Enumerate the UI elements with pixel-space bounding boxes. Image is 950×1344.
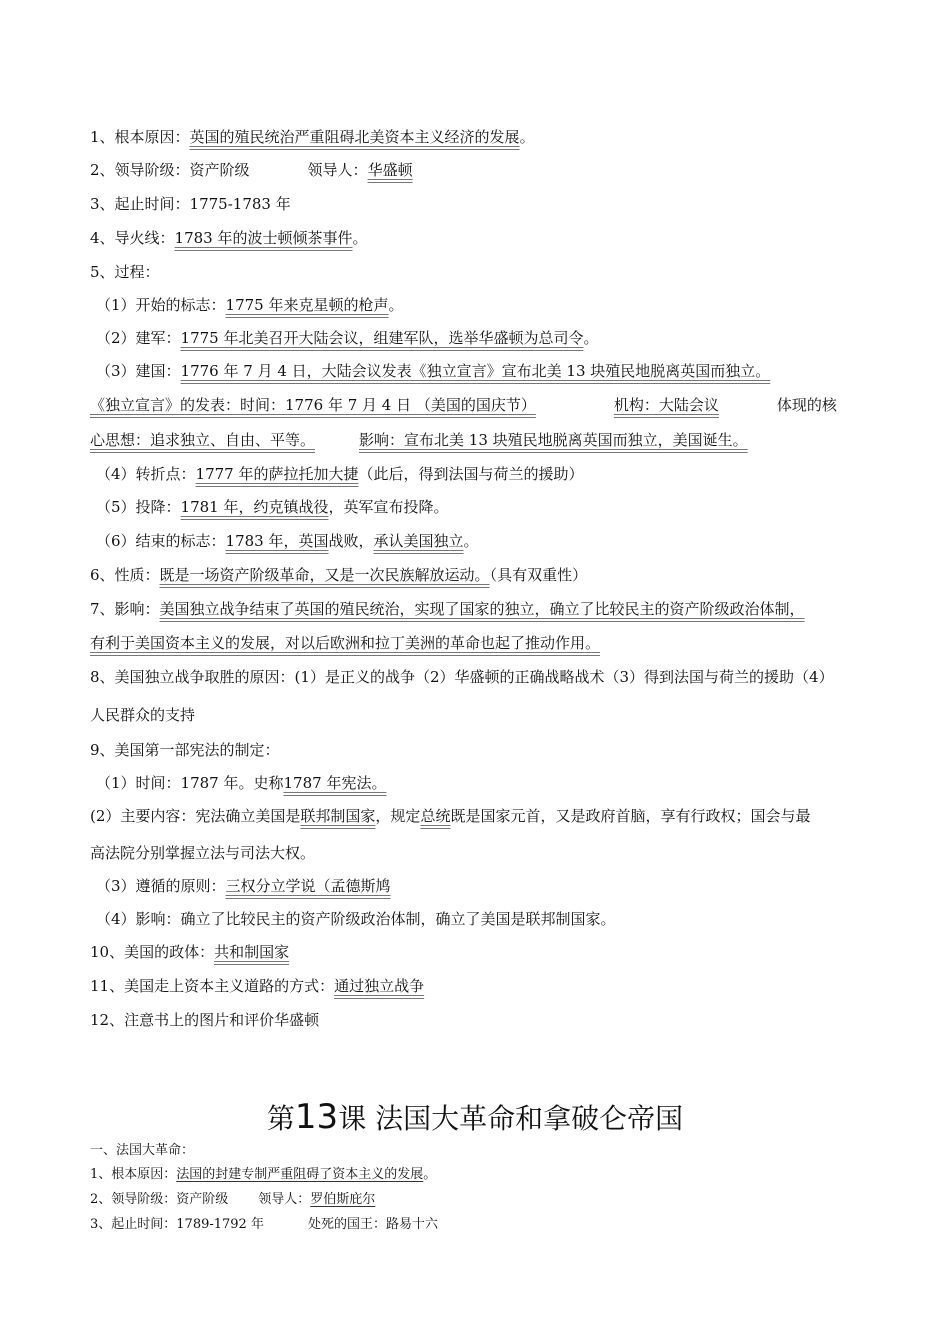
label: （6）结束的标志： (96, 532, 226, 550)
answer: 1781 年，约克镇战役 (180, 498, 329, 516)
punct: 。 (463, 532, 479, 550)
section-heading (90, 1142, 194, 1160)
item-path (90, 976, 870, 996)
item-reasons-2 (90, 705, 870, 725)
item-impact-2 (90, 633, 870, 653)
label: 1、根本原因： (90, 128, 190, 146)
label: 10、美国的政体： (90, 943, 215, 961)
answer: 承认美国独立 (373, 532, 464, 550)
punct: 。 (519, 128, 535, 146)
title-prefix: 第 (266, 1102, 295, 1135)
fr-leader (90, 1191, 375, 1209)
answer: 华盛顿 (367, 161, 413, 179)
label: (2）主要内容：宪法确立美国是 (90, 807, 301, 825)
text: ，规定 (375, 807, 421, 825)
text: 既是国家元首，又是政府首脑，享有行政权；国会与最 (450, 807, 811, 825)
label: 5、过程： (90, 263, 160, 281)
answer: 三权分立学说（孟德斯鸠 (225, 877, 391, 895)
answer: 罗伯斯庇尔 (310, 1192, 376, 1207)
punct: 。 (583, 329, 599, 347)
fr-time (90, 1216, 438, 1234)
label: 7、影响： (90, 600, 160, 618)
item-constitution-content-1 (90, 806, 870, 826)
item-constitution-content-2 (90, 843, 870, 863)
answer: 总统 (420, 807, 451, 825)
label: 2、领导阶级：资产阶级 (90, 161, 250, 179)
item-constitution-impact (96, 909, 876, 929)
lesson-title (0, 1097, 950, 1139)
punct: 。 (423, 1167, 437, 1182)
item-nature (90, 565, 870, 585)
answer: 法国的封建专制严重阻碍了资本主义的发展 (176, 1167, 424, 1182)
item-constitution-time (96, 773, 876, 793)
label: 2、领导阶级：资产阶级 (90, 1192, 229, 1207)
item-surrender (96, 497, 876, 517)
label: 领导人： (258, 1192, 311, 1207)
answer: 影响：宣布北美 13 块殖民地脱离英国而独立，美国诞生。 (359, 431, 748, 449)
fr-root-cause (90, 1166, 436, 1184)
answer: 1777 年的萨拉托加大捷 (195, 465, 359, 483)
title-text: 课 法国大革命和拿破仑帝国 (338, 1102, 684, 1135)
label: 1、根本原因： (90, 1167, 177, 1182)
label: 一、法国大革命： (90, 1143, 195, 1158)
label: 4、导火线： (90, 229, 175, 247)
answer: 1787 年宪法。 (283, 774, 387, 792)
answer: 《独立宣言》的发表：时间：1776 年 7 月 4 日 （美国的国庆节） (90, 396, 536, 414)
item-army (96, 328, 876, 348)
label: （4）转折点： (96, 465, 196, 483)
text: 12、注意书上的图片和评价华盛顿 (90, 1011, 320, 1029)
text: ，英军宣布投降。 (328, 498, 449, 516)
item-time (90, 194, 870, 214)
label: 6、性质： (90, 566, 160, 584)
text: 8、美国独立战争取胜的原因：(1）是正义的战争（2）华盛顿的正确战略战术（3）得到法国与荷兰的援助（4） (90, 668, 834, 686)
label: 领导人： (307, 161, 368, 179)
label: （3）遵循的原则： (96, 877, 226, 895)
item-end (96, 531, 876, 551)
punct: 。 (352, 229, 368, 247)
note: （此后，得到法国与荷兰的援助） (358, 465, 584, 483)
item-impact-1 (90, 599, 870, 619)
text: 战败， (328, 532, 374, 550)
declaration-line-2 (90, 430, 870, 450)
answer: 1776 年 7 月 4 日，大陆会议发表《独立宣言》宣布北美 13 块殖民地脱离英国而独立。 (180, 362, 771, 380)
item-constitution (90, 740, 870, 760)
answer: 有利于美国资本主义的发展，对以后欧洲和拉丁美洲的革命也起了推动作用。 (90, 634, 601, 652)
answer: 通过独立战争 (334, 977, 425, 995)
answer: 1775 年北美召开大陆会议，组建军队，选举华盛顿为总司令 (180, 329, 584, 347)
item-start (96, 295, 876, 315)
item-note (90, 1010, 870, 1030)
item-principle (96, 876, 876, 896)
label: 处死的国王：路易十六 (307, 1217, 438, 1232)
item-fuse (90, 228, 870, 248)
answer: 1783 年，英国 (225, 532, 329, 550)
text: 人民群众的支持 (90, 706, 196, 724)
answer: 既是一场资产阶级革命，又是一次民族解放运动。 (159, 566, 490, 584)
declaration-line-1 (90, 395, 870, 415)
note: （具有双重性） (489, 566, 588, 584)
item-turning-point (96, 464, 876, 484)
label: （2）建军： (96, 329, 181, 347)
item-process (90, 262, 870, 282)
answer: 英国的殖民统治严重阻碍北美资本主义经济的发展 (189, 128, 520, 146)
answer: 1783 年的波士顿倾茶事件 (174, 229, 353, 247)
label: （5）投降： (96, 498, 181, 516)
label: （1）时间：1787 年。史称 (96, 774, 284, 792)
label: 体现的核 (776, 396, 837, 414)
title-number: 13 (294, 1097, 339, 1137)
item-leader (90, 160, 870, 180)
text: （4）影响：确立了比较民主的资产阶级政治体制，确立了美国是联邦制国家。 (96, 910, 616, 928)
answer: 机构：大陆会议 (613, 396, 719, 414)
text: 高法院分别掌握立法与司法大权。 (90, 844, 316, 862)
label: （3）建国： (96, 362, 181, 380)
answer: 共和制国家 (214, 943, 290, 961)
label: （1）开始的标志： (96, 296, 226, 314)
answer: 联邦制国家 (300, 807, 376, 825)
answer: 心思想：追求独立、自由、平等。 (90, 431, 316, 449)
item-polity (90, 942, 870, 962)
item-root-cause (90, 127, 870, 147)
label: 3、起止时间：1789-1792 年 (90, 1217, 264, 1232)
punct: 。 (388, 296, 404, 314)
answer: 1775 年来克星顿的枪声 (225, 296, 389, 314)
label: 3、起止时间：1775-1783 年 (90, 195, 291, 213)
item-founding (96, 361, 876, 381)
answer: 美国独立战争结束了英国的殖民统治，实现了国家的独立，确立了比较民主的资产阶级政治体制， (159, 600, 805, 618)
item-reasons-1 (90, 667, 870, 687)
label: 9、美国第一部宪法的制定： (90, 741, 280, 759)
label: 11、美国走上资本主义道路的方式： (90, 977, 335, 995)
